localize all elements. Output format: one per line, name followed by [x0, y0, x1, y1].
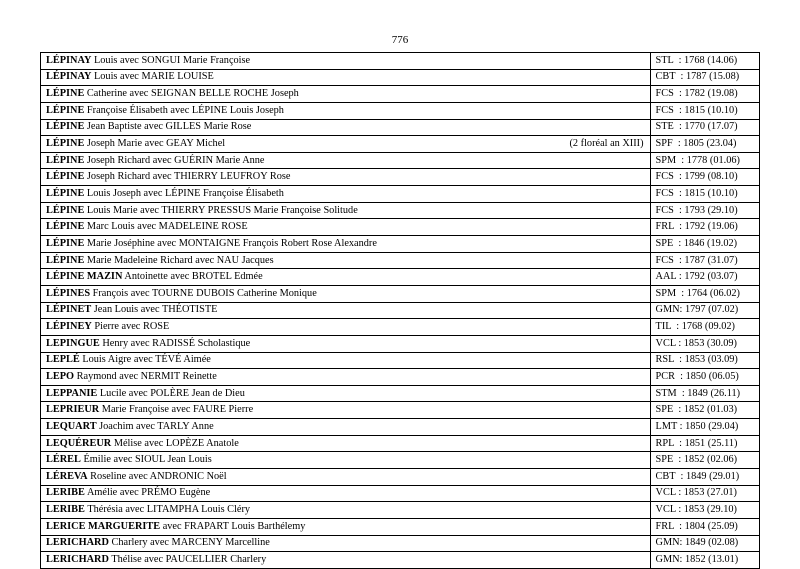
surname: LÉPINE MAZIN [46, 271, 123, 283]
table-row [41, 452, 760, 469]
reference-cell [650, 419, 759, 436]
spouse-text: Marc Louis avec MADELEINE ROSE [86, 221, 248, 233]
names-cell [41, 518, 651, 535]
spouse-text: Marie Joséphine avec MONTAIGNE François Robert Rose Alexandre [86, 237, 377, 249]
table-row [41, 518, 760, 535]
table-row [41, 285, 760, 302]
surname: LEPPANIE [46, 387, 98, 399]
spouse-text: Louis Aigre avec TÉVÉ Aimée [82, 354, 211, 366]
surname: LERICE MARGUERITE [46, 520, 161, 532]
table-row [41, 53, 760, 70]
names-cell [41, 485, 651, 502]
reference-cell [650, 152, 759, 169]
parish-date-ref: TIL : 1768 (09.02) [655, 321, 735, 333]
table-row [41, 119, 760, 136]
reference-cell [650, 369, 759, 386]
reference-cell [650, 219, 759, 236]
surname: LERIBE [46, 487, 85, 499]
reference-cell [650, 86, 759, 103]
reference-cell [650, 385, 759, 402]
surname: LÉPINE [46, 154, 85, 166]
names-cell [41, 53, 651, 70]
spouse-text: Louis Joseph avec LÉPINE Françoise Élisabeth [86, 187, 284, 199]
spouse-text: Roseline avec ANDRONIC Noël [90, 470, 227, 482]
reference-cell [650, 69, 759, 86]
table-row [41, 86, 760, 103]
names-cell [41, 219, 651, 236]
spouse-text: Marie Françoise avec FAURE Pierre [101, 404, 254, 416]
names-cell [41, 335, 651, 352]
spouse-text: François avec TOURNE DUBOIS Catherine Monique [92, 287, 317, 299]
parish-date-ref: AAL : 1792 (03.07) [655, 271, 738, 283]
register-rows [41, 53, 760, 569]
date-note: (2 floréal an XIII) [569, 138, 644, 150]
names-cell [41, 302, 651, 319]
table-row [41, 535, 760, 552]
table-row [41, 69, 760, 86]
reference-cell [650, 535, 759, 552]
table-row [41, 369, 760, 386]
spouse-text: Joseph Richard avec THIERRY LEUFROY Rose [86, 171, 291, 183]
parish-date-ref: CBT : 1849 (29.01) [655, 470, 740, 482]
names-cell [41, 236, 651, 253]
table-row [41, 236, 760, 253]
names-cell [41, 285, 651, 302]
reference-cell [650, 518, 759, 535]
table-row [41, 335, 760, 352]
spouse-text: Louis avec MARIE LOUISE [93, 71, 214, 83]
reference-cell [650, 285, 759, 302]
parish-date-ref: SPM : 1764 (06.02) [655, 287, 740, 299]
names-cell [41, 419, 651, 436]
reference-cell [650, 136, 759, 153]
surname: LÉPINE [46, 221, 85, 233]
spouse-text: Joachim avec TARLY Anne [99, 420, 214, 432]
surname: LEQUÉREUR [46, 437, 112, 449]
reference-cell [650, 102, 759, 119]
surname: LERICHARD [46, 537, 109, 549]
parish-date-ref: LMT : 1850 (29.04) [655, 420, 739, 432]
reference-cell [650, 319, 759, 336]
parish-date-ref: SPM : 1778 (01.06) [655, 154, 740, 166]
surname: LÉPINE [46, 171, 85, 183]
reference-cell [650, 402, 759, 419]
reference-cell [650, 335, 759, 352]
surname: LERIBE [46, 504, 85, 516]
page-number: 776 [391, 34, 409, 46]
surname: LÉPINE [46, 138, 85, 150]
parish-date-ref: RSL : 1853 (03.09) [655, 354, 738, 366]
surname: LÉPINE [46, 254, 85, 266]
spouse-text: Catherine avec SEIGNAN BELLE ROCHE Joseph [86, 88, 299, 100]
surname: LÉPINAY [46, 71, 92, 83]
parish-date-ref: GMN: 1849 (02.08) [655, 537, 739, 549]
reference-cell [650, 485, 759, 502]
spouse-text: Lucile avec POLÈRE Jean de Dieu [99, 387, 245, 399]
surname: LÉPINE [46, 237, 85, 249]
spouse-text: Louis avec SONGUI Marie Françoise [93, 54, 251, 66]
parish-date-ref: PCR : 1850 (06.05) [655, 370, 739, 382]
surname: LEQUART [46, 420, 97, 432]
spouse-text: avec FRAPART Louis Barthélemy [162, 520, 306, 532]
reference-cell [650, 502, 759, 519]
surname: LEPINGUE [46, 337, 100, 349]
names-cell [41, 69, 651, 86]
spouse-text: Henry avec RADISSÉ Scholastique [102, 337, 251, 349]
surname: LÉPINE [46, 121, 85, 133]
reference-cell [650, 452, 759, 469]
surname: LEPO [46, 370, 75, 382]
spouse-text: Émilie avec SIOUL Jean Louis [83, 454, 212, 466]
surname: LÉPINE [46, 104, 85, 116]
table-row [41, 186, 760, 203]
parish-date-ref: VCL : 1853 (29.10) [655, 504, 737, 516]
spouse-text: Louis Marie avec THIERRY PRESSUS Marie Françoise Solitude [86, 204, 358, 216]
parish-date-ref: STE : 1770 (17.07) [655, 121, 738, 133]
parish-date-ref: SPE : 1846 (19.02) [655, 237, 738, 249]
names-cell [41, 352, 651, 369]
table-row [41, 169, 760, 186]
names-cell [41, 186, 651, 203]
table-row [41, 419, 760, 436]
surname: LÉPINET [46, 304, 92, 316]
names-cell [41, 202, 651, 219]
parish-date-ref: RPL : 1851 (25.11) [655, 437, 738, 449]
reference-cell [650, 435, 759, 452]
table-row [41, 302, 760, 319]
reference-cell [650, 236, 759, 253]
parish-date-ref: VCL : 1853 (30.09) [655, 337, 737, 349]
spouse-text: Amélie avec PRÉMO Eugène [86, 487, 211, 499]
table-row [41, 319, 760, 336]
names-cell [41, 252, 651, 269]
table-row [41, 269, 760, 286]
table-row [41, 352, 760, 369]
parish-date-ref: FCS : 1815 (10.10) [655, 104, 738, 116]
spouse-text: Jean Louis avec THÉOTISTE [93, 304, 218, 316]
spouse-text: Joseph Marie avec GEAY Michel [86, 138, 226, 150]
spouse-text: Antoinette avec BROTEL Edmée [124, 271, 263, 283]
table-row [41, 136, 760, 153]
names-cell [41, 319, 651, 336]
surname: LÉPINE [46, 88, 85, 100]
surname: LÉPINEY [46, 321, 92, 333]
table-row [41, 435, 760, 452]
spouse-text: Marie Madeleine Richard avec NAU Jacques [86, 254, 274, 266]
reference-cell [650, 252, 759, 269]
names-cell [41, 435, 651, 452]
names-cell [41, 469, 651, 486]
parish-date-ref: FCS : 1815 (10.10) [655, 187, 738, 199]
spouse-text: Thélise avec PAUCELLIER Charlery [111, 554, 267, 566]
table-row [41, 152, 760, 169]
parish-date-ref: SPE : 1852 (02.06) [655, 454, 738, 466]
table-row [41, 552, 760, 569]
table-row [41, 202, 760, 219]
surname: LÉPINES [46, 287, 91, 299]
table-row [41, 385, 760, 402]
reference-cell [650, 53, 759, 70]
spouse-text: Joseph Richard avec GUÉRIN Marie Anne [86, 154, 265, 166]
names-cell [41, 269, 651, 286]
names-cell [41, 169, 651, 186]
parish-date-ref: STL : 1768 (14.06) [655, 54, 738, 66]
surname: LÉPINE [46, 187, 85, 199]
surname: LEPRIEUR [46, 404, 100, 416]
parish-date-ref: FRL : 1804 (25.09) [655, 520, 738, 532]
table-row [41, 102, 760, 119]
reference-cell [650, 202, 759, 219]
surname: LÉPINAY [46, 54, 92, 66]
table-row [41, 502, 760, 519]
reference-cell [650, 269, 759, 286]
reference-cell [650, 302, 759, 319]
surname: LERICHARD [46, 554, 109, 566]
spouse-text: Jean Baptiste avec GILLES Marie Rose [86, 121, 252, 133]
names-cell [41, 136, 651, 153]
spouse-text: Charlery avec MARCENY Marcelline [111, 537, 270, 549]
parish-date-ref: FCS : 1799 (08.10) [655, 171, 738, 183]
table-row [41, 219, 760, 236]
surname: LÉPINE [46, 204, 85, 216]
names-cell [41, 502, 651, 519]
names-cell [41, 369, 651, 386]
parish-date-ref: STM : 1849 (26.11) [655, 387, 741, 399]
surname: LÉREVA [46, 470, 88, 482]
parish-date-ref: GMN: 1852 (13.01) [655, 554, 739, 566]
table-row [41, 252, 760, 269]
names-cell [41, 119, 651, 136]
parish-date-ref: CBT : 1787 (15.08) [655, 71, 740, 83]
names-cell [41, 102, 651, 119]
table-row [41, 469, 760, 486]
spouse-text: Raymond avec NERMIT Reinette [76, 370, 217, 382]
names-cell [41, 152, 651, 169]
spouse-text: Françoise Élisabeth avec LÉPINE Louis Joseph [86, 104, 284, 116]
parish-date-ref: FCS : 1787 (31.07) [655, 254, 738, 266]
reference-cell [650, 552, 759, 569]
surname: LEPLÉ [46, 354, 80, 366]
parish-date-ref: FCS : 1782 (19.08) [655, 88, 738, 100]
parish-date-ref: GMN: 1797 (07.02) [655, 304, 739, 316]
surname: LÉREL [46, 454, 81, 466]
table-row [41, 402, 760, 419]
reference-cell [650, 119, 759, 136]
reference-cell [650, 469, 759, 486]
parish-date-ref: VCL : 1853 (27.01) [655, 487, 737, 499]
names-cell [41, 385, 651, 402]
names-cell [41, 535, 651, 552]
names-cell [41, 86, 651, 103]
parish-date-ref: SPF : 1805 (23.04) [655, 138, 737, 150]
spouse-text: Thérésia avec LITAMPHA Louis Cléry [87, 504, 251, 516]
spouse-text: Pierre avec ROSE [94, 321, 170, 333]
marriage-register-table [40, 52, 760, 569]
names-cell [41, 552, 651, 569]
names-cell [41, 452, 651, 469]
reference-cell [650, 186, 759, 203]
parish-date-ref: FCS : 1793 (29.10) [655, 204, 738, 216]
spouse-text: Mélise avec LOPÈZE Anatole [113, 437, 239, 449]
names-cell [41, 402, 651, 419]
reference-cell [650, 352, 759, 369]
table-row [41, 485, 760, 502]
reference-cell [650, 169, 759, 186]
parish-date-ref: FRL : 1792 (19.06) [655, 221, 738, 233]
parish-date-ref: SPE : 1852 (01.03) [655, 404, 738, 416]
